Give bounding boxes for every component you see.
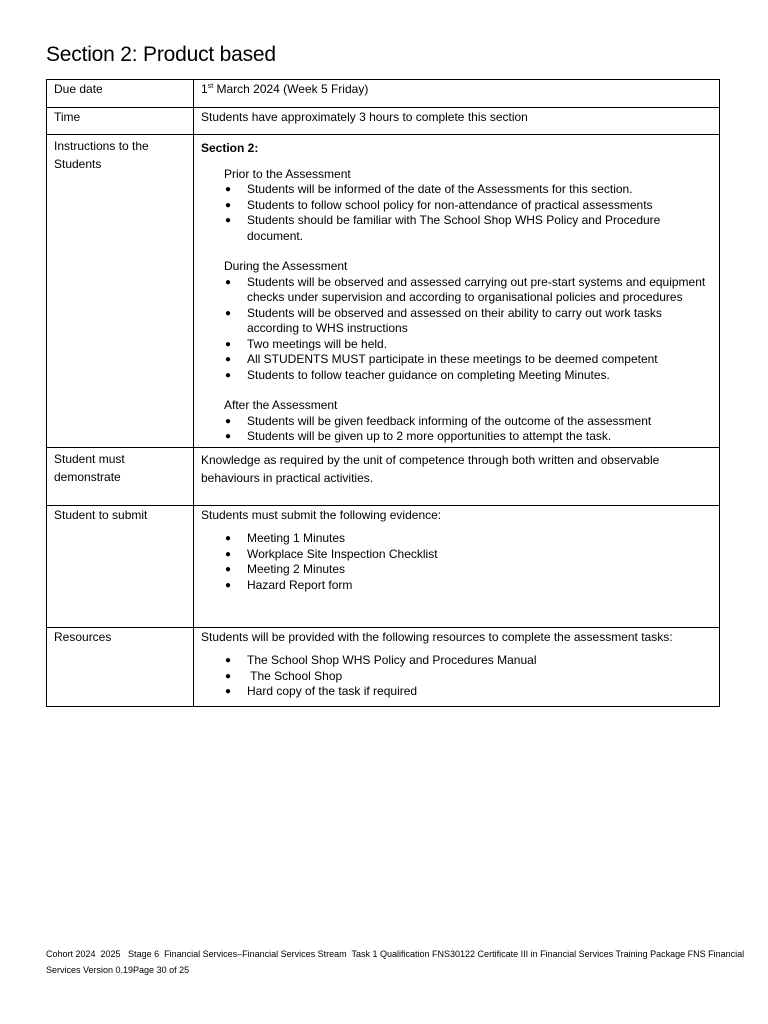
list-item: ● The School Shop <box>224 669 713 685</box>
list-item: ● Students will be given feedback informing of the outcome of the assessment <box>224 414 713 430</box>
table-row-time <box>47 108 720 135</box>
demonstrate-value <box>194 447 720 505</box>
due-date-day: 1 <box>201 82 208 96</box>
submit-label: Student to submit <box>47 505 194 627</box>
assessment-table <box>46 79 720 707</box>
due-date-value <box>194 80 720 108</box>
instructions-label-text: Instructions to the Students <box>54 139 149 171</box>
during-list <box>201 275 713 384</box>
instructions-label <box>47 135 194 448</box>
during-heading: During the Assessment <box>224 259 348 273</box>
demonstrate-text: Knowledge as required by the unit of competence through both written and observable behaviours in practical activities. <box>201 452 660 485</box>
after-list <box>201 414 713 445</box>
time-value: Students have approximately 3 hours to complete this section <box>194 108 720 135</box>
instructions-value <box>194 135 720 448</box>
list-item: ● All STUDENTS MUST participate in these meetings to be deemed competent <box>224 352 713 368</box>
submit-value <box>194 505 720 627</box>
section-heading: Section 2: <box>201 141 259 155</box>
list-item: ● Workplace Site Inspection Checklist <box>224 547 713 563</box>
footer-line-1: Cohort 2024 2025 Stage 6 Financial Services–Financial Services Stream Task 1 Qualification FNS30122 Certificate III in Financial Services Training Package FNS Financial <box>46 949 745 959</box>
table-row-due-date <box>47 80 720 108</box>
footer-line-2: Services Version 0.19Page 30 of 25 <box>46 965 190 975</box>
table-row-resources <box>47 627 720 706</box>
due-date-label: Due date <box>47 80 194 108</box>
resources-value <box>194 627 720 706</box>
prior-list <box>201 182 713 244</box>
due-date-rest: March 2024 (Week 5 Friday) <box>213 82 369 96</box>
list-item: ● Students will be informed of the date of the Assessments for this section. <box>224 182 713 198</box>
list-item: ● Meeting 1 Minutes <box>224 531 713 547</box>
list-item: ● Two meetings will be held. <box>224 337 713 353</box>
list-item: ● Students will be given up to 2 more opportunities to attempt the task. <box>224 429 713 445</box>
list-item: ● Hard copy of the task if required <box>224 684 713 700</box>
list-item: ● Students to follow teacher guidance on completing Meeting Minutes. <box>224 368 713 384</box>
table-row-instructions <box>47 135 720 448</box>
table-row-submit <box>47 505 720 627</box>
list-item: ● Meeting 2 Minutes <box>224 562 713 578</box>
resources-list <box>201 653 713 700</box>
list-item: ● Students to follow school policy for non-attendance of practical assessments <box>224 198 713 214</box>
page-title: Section 2: Product based <box>46 43 276 66</box>
resources-intro: Students will be provided with the following resources to complete the assessment tasks: <box>201 629 673 644</box>
after-heading: After the Assessment <box>224 398 338 412</box>
demonstrate-label <box>47 447 194 505</box>
prior-heading: Prior to the Assessment <box>224 166 351 181</box>
list-item: ● The School Shop WHS Policy and Procedures Manual <box>224 653 713 669</box>
list-item: ● Hazard Report form <box>224 578 713 594</box>
list-item: ● Students should be familiar with The School Shop WHS Policy and Procedure document. <box>224 213 713 244</box>
submit-list <box>201 531 713 593</box>
table-row-demonstrate <box>47 447 720 505</box>
demonstrate-label-text: Student must demonstrate <box>54 451 125 484</box>
submit-intro: Students must submit the following evidence: <box>201 507 442 522</box>
list-item: ● Students will be observed and assessed carrying out pre-start systems and equipment checks under supervision and according to organisational policies and procedures <box>224 275 713 306</box>
due-date-ordinal: st <box>207 83 214 90</box>
resources-label: Resources <box>47 627 194 706</box>
page-footer <box>46 946 745 978</box>
list-item: ● Students will be observed and assessed on their ability to carry out work tasks according to WHS instructions <box>224 306 713 337</box>
time-label: Time <box>47 108 194 135</box>
